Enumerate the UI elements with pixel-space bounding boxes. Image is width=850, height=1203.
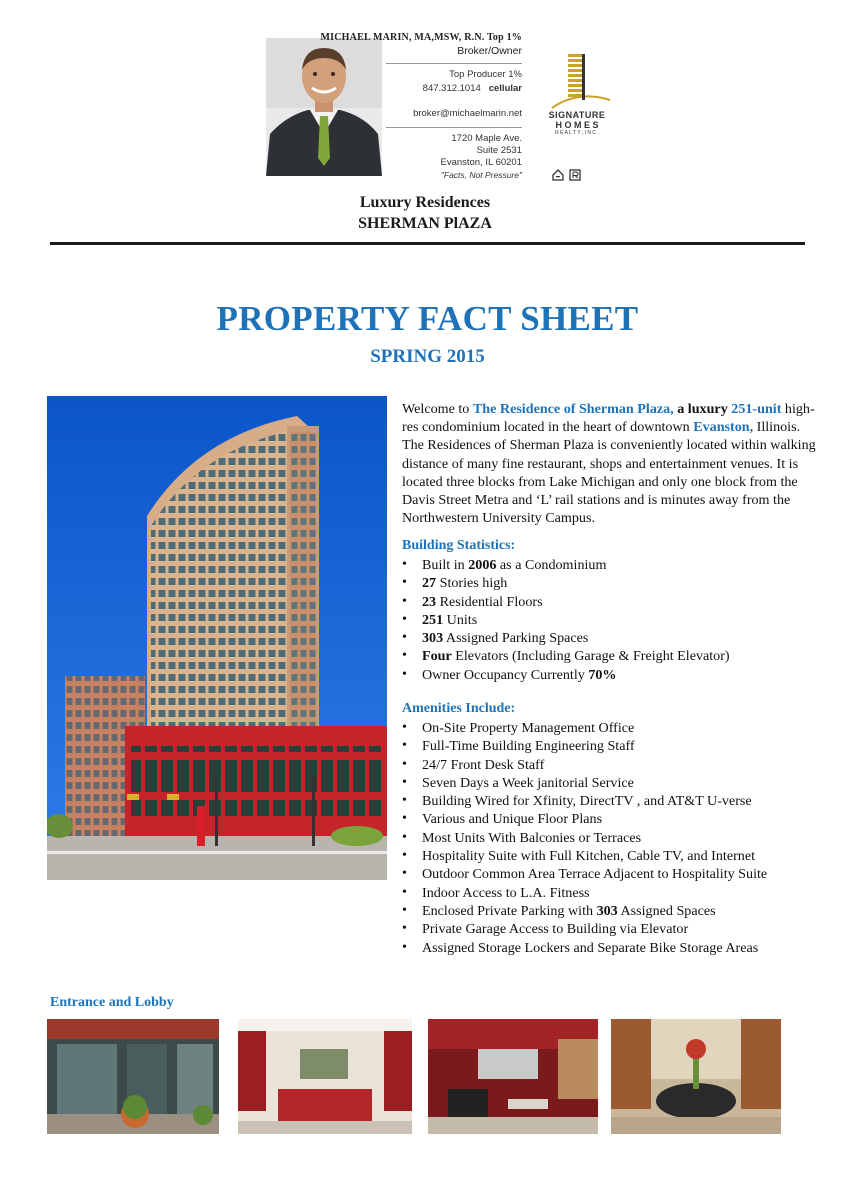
card-divider <box>386 127 522 128</box>
list-item: • Assigned Storage Lockers and Separate Bike Storage Areas <box>402 939 822 957</box>
intro-highlight-city: Evanston, <box>693 419 754 436</box>
entrance-photo <box>47 1019 219 1134</box>
property-line2: SHERMAN PlAZA <box>358 215 492 232</box>
intro-highlight-name: The Residence of Sherman Plaza, <box>472 401 674 417</box>
building-statistics-list <box>402 556 822 684</box>
list-item: • Seven Days a Week janitorial Service <box>402 774 822 792</box>
logo-wordmark <box>530 110 624 136</box>
lobby-reception-photo <box>238 1019 412 1134</box>
intro-highlight-units: 251-unit <box>731 401 782 417</box>
lobby-rotunda-photo <box>611 1019 781 1134</box>
building-statistics-heading: Building Statistics: <box>402 538 516 553</box>
list-item: • On-Site Property Management Office <box>402 719 822 737</box>
agent-role: Broker/Owner <box>457 45 522 57</box>
logo-line1: SIGNATURE <box>548 110 606 120</box>
list-item: • 303 Assigned Parking Spaces <box>402 629 822 647</box>
lobby-heading: Entrance and Lobby <box>50 995 174 1010</box>
phone-number: 847.312.1014 <box>422 83 481 94</box>
list-item: • Indoor Access to L.A. Fitness <box>402 884 822 902</box>
amenities-heading: Amenities Include: <box>402 701 516 716</box>
list-item: • Various and Unique Floor Plans <box>402 810 822 828</box>
email-address: broker@michaelmarin.net <box>413 108 522 119</box>
amenities-list <box>402 719 822 957</box>
intro-text-3: high-res condominium located in the heart of downtown <box>402 401 815 436</box>
top-producer: Top Producer 1% <box>449 69 522 80</box>
intro-text-2: a luxury <box>673 401 732 417</box>
list-item: • Full-Time Building Engineering Staff <box>402 737 822 755</box>
intro-paragraph <box>402 400 822 527</box>
list-item: • Building Wired for Xfinity, DirectTV , and AT&T U-verse <box>402 792 822 810</box>
page-subtitle: SPRING 2015 <box>370 346 485 367</box>
page-title: PROPERTY FACT SHEET <box>216 299 639 338</box>
logo-line3: R E A L T Y , I N C . <box>555 130 599 136</box>
list-item: • 23 Residential Floors <box>402 593 822 611</box>
list-item: • Owner Occupancy Currently 70% <box>402 666 822 684</box>
card-divider <box>386 63 522 64</box>
intro-text-1: Welcome to <box>402 401 473 417</box>
list-item: • Most Units With Balconies or Terraces <box>402 829 822 847</box>
header-rule <box>50 242 805 245</box>
list-item: • 27 Stories high <box>402 574 822 592</box>
address-line3: Evanston, IL 60201 <box>440 157 522 168</box>
building-photo <box>47 396 387 880</box>
list-item: • Hospitality Suite with Full Kitchen, Cable TV, and Internet <box>402 847 822 865</box>
agent-name: MICHAEL MARIN, MA,MSW, R.N. Top 1% <box>320 32 522 43</box>
list-item: • Four Elevators (Including Garage & Freight Elevator) <box>402 647 822 665</box>
phone-type: cellular <box>488 83 522 94</box>
address-line1: 1720 Maple Ave. <box>451 133 522 144</box>
list-item: • Private Garage Access to Building via Elevator <box>402 920 822 938</box>
lobby-seating-photo <box>428 1019 598 1134</box>
list-item: • 24/7 Front Desk Staff <box>402 756 822 774</box>
phone-line <box>390 83 522 94</box>
tagline: "Facts, Not Pressure" <box>440 170 522 180</box>
list-item: • Outdoor Common Area Terrace Adjacent to Hospitality Suite <box>402 865 822 883</box>
list-item: • Enclosed Private Parking with 303 Assigned Spaces <box>402 902 822 920</box>
address-line2: Suite 2531 <box>476 145 522 156</box>
property-line1: Luxury Residences <box>359 194 491 211</box>
list-item: • 251 Units <box>402 611 822 629</box>
list-item: • Built in 2006 as a Condominium <box>402 556 822 574</box>
intro-text-4: Illinois. The Residences of Sherman Plaza is conveniently located within walking distance of many fine restaurant, shops and entertainment venues. It is located three blocks from Lake Michigan and only one block from the Davis Street Metra and ‘L’ rail stations and is minutes away from the Northwestern University Campus. <box>402 419 816 527</box>
agent-photo <box>266 38 382 176</box>
logo-line2: H O M E S <box>555 120 599 130</box>
equal-housing-icon <box>552 168 592 180</box>
